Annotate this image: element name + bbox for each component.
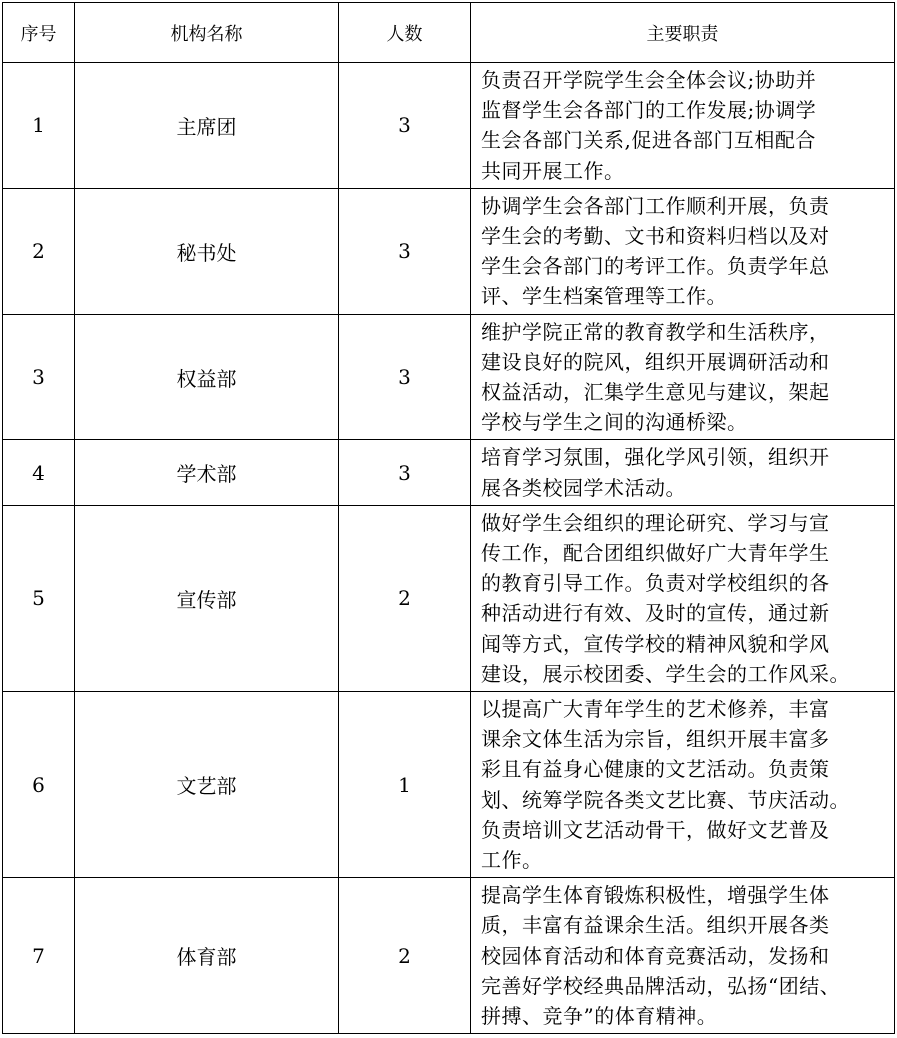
row-count: 3 — [339, 314, 471, 440]
header-no: 序号 — [3, 3, 75, 63]
row-count: 1 — [339, 692, 471, 878]
duty-line: 质，丰富有益课余生活。组织开展各类 — [481, 913, 830, 938]
row-no: 3 — [3, 314, 75, 440]
row-no: 6 — [3, 692, 75, 878]
row-name: 主席团 — [75, 63, 339, 189]
table-row — [3, 440, 895, 505]
duty-line: 的教育引导工作。负责对学校组织的各 — [481, 571, 830, 596]
duty-line: 学校与学生之间的沟通桥梁。 — [481, 410, 748, 435]
table-row — [3, 314, 895, 440]
row-duty — [471, 314, 895, 440]
duty-line: 拼搏、竞争”的体育精神。 — [481, 1004, 718, 1029]
row-duty — [471, 63, 895, 189]
duty-line: 做好学生会组织的理论研究、学习与宣 — [481, 510, 830, 535]
table-row — [3, 188, 895, 314]
duty-line: 共同开展工作。 — [481, 158, 625, 183]
duty-line: 完善好学校经典品牌活动，弘扬“团结、 — [481, 973, 841, 998]
duty-line: 传工作，配合团组织做好广大青年学生 — [481, 541, 830, 566]
row-name: 宣传部 — [75, 505, 339, 691]
duty-line: 权益活动，汇集学生意见与建议，架起 — [481, 380, 830, 405]
duty-line: 评、学生档案管理等工作。 — [481, 284, 727, 309]
table-row — [3, 878, 895, 1034]
duty-line: 协调学生会各部门工作顺利开展，负责 — [481, 193, 830, 218]
duty-line: 建设，展示校团委、学生会的工作风采。 — [481, 661, 850, 686]
duty-line: 划、统筹学院各类文艺比赛、节庆活动。 — [481, 787, 850, 812]
header-name: 机构名称 — [75, 3, 339, 63]
table-row — [3, 63, 895, 189]
header-row — [3, 3, 895, 63]
header-duty: 主要职责 — [471, 3, 895, 63]
row-name: 学术部 — [75, 440, 339, 505]
row-duty — [471, 188, 895, 314]
row-duty — [471, 692, 895, 878]
departments-table — [2, 2, 895, 1034]
duty-line: 彩且有益身心健康的文艺活动。负责策 — [481, 757, 830, 782]
row-count: 3 — [339, 440, 471, 505]
duty-line: 学生会各部门的考评工作。负责学年总 — [481, 254, 830, 279]
duty-line: 工作。 — [481, 848, 543, 873]
row-duty — [471, 505, 895, 691]
row-name: 秘书处 — [75, 188, 339, 314]
row-duty — [471, 878, 895, 1034]
table-row — [3, 692, 895, 878]
row-count: 3 — [339, 188, 471, 314]
row-no: 4 — [3, 440, 75, 505]
duty-line: 监督学生会各部门的工作发展;协调学 — [481, 98, 817, 123]
row-no: 2 — [3, 188, 75, 314]
row-no: 7 — [3, 878, 75, 1034]
duty-line: 负责召开学院学生会全体会议;协助并 — [481, 68, 817, 92]
row-count: 2 — [339, 878, 471, 1034]
duty-line: 校园体育活动和体育竞赛活动，发扬和 — [481, 943, 830, 968]
duty-line: 提高学生体育锻炼积极性，增强学生体 — [481, 883, 830, 908]
duty-line: 生会各部门关系,促进各部门互相配合 — [481, 128, 816, 153]
duty-line: 课余文体生活为宗旨，组织开展丰富多 — [481, 727, 830, 752]
duty-line: 以提高广大青年学生的艺术修养，丰富 — [481, 697, 830, 722]
row-name: 权益部 — [75, 314, 339, 440]
duty-line: 学生会的考勤、文书和资料归档以及对 — [481, 224, 830, 249]
row-no: 5 — [3, 505, 75, 691]
row-duty — [471, 440, 895, 505]
row-name: 体育部 — [75, 878, 339, 1034]
duty-line: 闻等方式，宣传学校的精神风貌和学风 — [481, 631, 830, 656]
header-count: 人数 — [339, 3, 471, 63]
duty-line: 负责培训文艺活动骨干，做好文艺普及 — [481, 817, 830, 842]
table-row — [3, 505, 895, 691]
duty-line: 种活动进行有效、及时的宣传，通过新 — [481, 601, 830, 626]
duty-line: 建设良好的院风，组织开展调研活动和 — [481, 349, 830, 374]
row-no: 1 — [3, 63, 75, 189]
row-count: 3 — [339, 63, 471, 189]
row-name: 文艺部 — [75, 692, 339, 878]
row-count: 2 — [339, 505, 471, 691]
duty-line: 维护学院正常的教育教学和生活秩序， — [481, 319, 830, 344]
duty-line: 展各类校园学术活动。 — [481, 475, 686, 500]
duty-line: 培育学习氛围，强化学风引领，组织开 — [481, 445, 830, 470]
